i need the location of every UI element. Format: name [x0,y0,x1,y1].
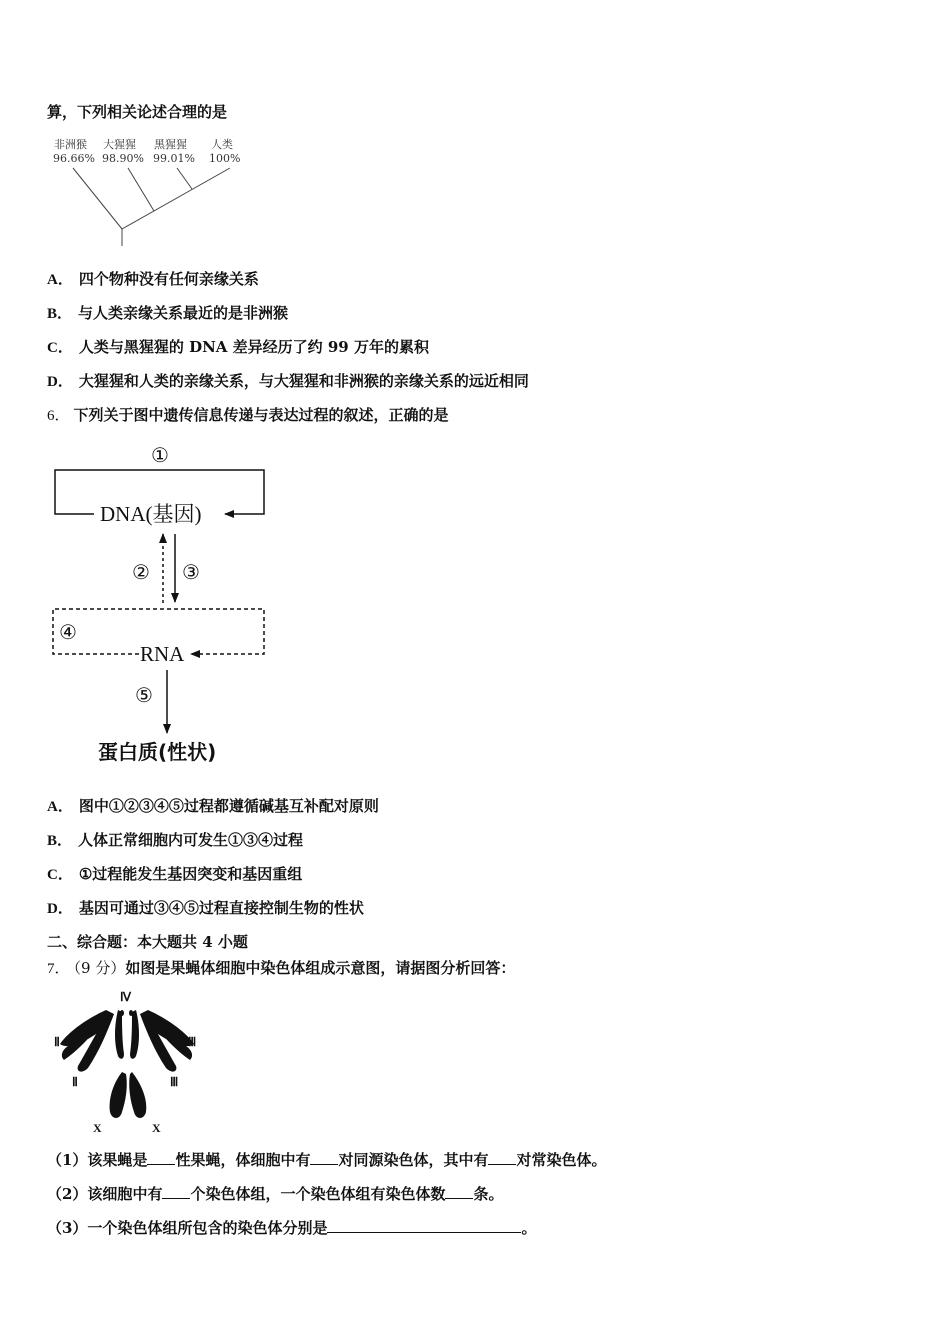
process-1-label: ① [151,443,169,467]
q7-stem: 7． （9 分）如图是果蝇体细胞中染色体组成示意图，请据图分析回答： [47,959,516,977]
chromosome-iii-label-lower: Ⅲ [170,1075,179,1089]
species-pct-4: 100% [209,152,241,165]
q7-sub3: （3）一个染色体组所包含的染色体分别是 。 [47,1219,537,1237]
chromosome-x-label-right: X [152,1121,161,1135]
rna-label: RNA [140,642,185,666]
dna-gene-label: DNA(基因) [100,502,202,526]
process-2-label: ② [132,560,150,584]
species-pct-1: 96.66% [53,152,95,165]
answer-blank-autosome-pairs[interactable] [488,1150,516,1165]
q6-option-b[interactable]: B． 人体正常细胞内可发生①③④过程 [47,831,304,849]
q5-option-d[interactable]: D． 大猩猩和人类的亲缘关系，与大猩猩和非洲猴的亲缘关系的远近相同 [47,372,529,390]
species-name-1: 非洲猴 [54,138,87,151]
chromosome-x-label-left: X [93,1121,102,1135]
tree-branches [73,168,230,246]
species-pct-2: 98.90% [102,152,144,165]
species-name-2: 大猩猩 [103,138,136,151]
q5-option-a[interactable]: A． 四个物种没有任何亲缘关系 [47,270,259,288]
chromosome-iv-label: Ⅳ [120,990,132,1004]
q5-option-b[interactable]: B． 与人类亲缘关系最近的是非洲猴 [47,304,289,322]
protein-trait-label: 蛋白质(性状) [98,740,217,764]
answer-blank-chromosomes-per-set[interactable] [445,1184,473,1199]
q6-option-d[interactable]: D． 基因可通过③④⑤过程直接控制生物的性状 [47,899,364,917]
q6-stem: 6． 下列关于图中遗传信息传递与表达过程的叙述，正确的是 [47,406,449,424]
q7-sub2: （2）该细胞中有 个染色体组，一个染色体组有染色体数 条。 [47,1185,504,1203]
section-2-heading: 二、综合题：本大题共 4 小题 [47,933,248,951]
chromosome-shapes [60,1010,197,1118]
species-name-3: 黑猩猩 [154,138,187,151]
answer-blank-homologous-pairs[interactable] [310,1150,338,1165]
q6-option-c[interactable]: C． ①过程能发生基因突变和基因重组 [47,865,303,883]
q5-option-c[interactable]: C． 人类与黑猩猩的 DNA 差异经历了约 99 万年的累积 [47,338,429,356]
chromosome-ii-label-lower: Ⅱ [72,1075,78,1089]
process-5-label: ⑤ [135,683,153,707]
q7-sub1: （1）该果蝇是 性果蝇，体细胞中有 对同源染色体，其中有 对常染色体。 [47,1151,607,1169]
species-name-4: 人类 [211,138,233,151]
species-pct-3: 99.01% [153,152,195,165]
answer-blank-chromosome-sets[interactable] [162,1184,190,1199]
chromosome-ii-label-upper: Ⅱ [54,1035,60,1049]
answer-blank-set-members[interactable] [327,1218,521,1233]
process-4-label: ④ [59,620,77,644]
central-dogma-diagram [50,438,280,778]
chromosome-iii-label-upper: Ⅲ [188,1035,197,1049]
q6-option-a[interactable]: A． 图中①②③④⑤过程都遵循碱基互补配对原则 [47,797,379,815]
process-3-label: ③ [182,560,200,584]
phylogenetic-tree [48,134,248,249]
fruit-fly-chromosome-figure [48,990,213,1135]
q5-intro: 算，下列相关论述合理的是 [47,103,228,121]
answer-blank-sex[interactable] [147,1150,175,1165]
